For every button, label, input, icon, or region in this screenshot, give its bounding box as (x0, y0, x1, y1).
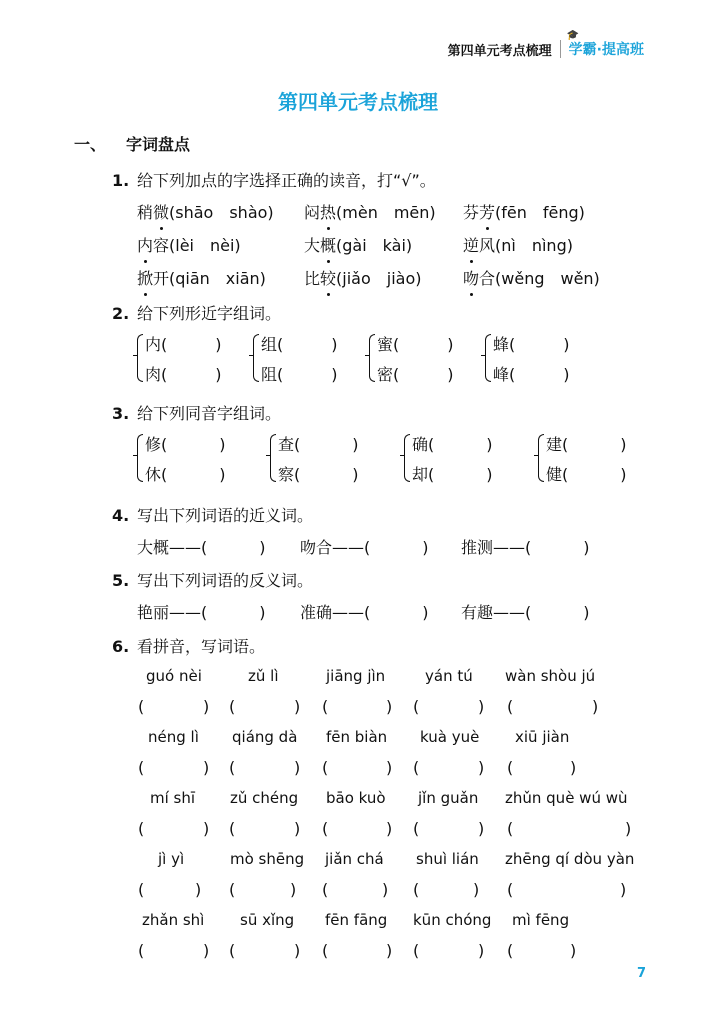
pair-line[interactable] (546, 462, 627, 485)
pair-line[interactable] (145, 432, 226, 455)
reading-option[interactable] (463, 266, 600, 289)
brace-bracket (137, 334, 143, 382)
pinyin-prompt: shuì lián (416, 850, 479, 868)
pair-line[interactable] (278, 432, 359, 455)
pair-line[interactable] (377, 332, 454, 355)
dotted-character: 芳 (479, 200, 495, 223)
reading-option[interactable] (137, 200, 274, 223)
close-paren: ) (583, 603, 590, 622)
answer-blank-open[interactable]: ( (229, 697, 236, 716)
word-item[interactable] (461, 600, 590, 623)
answer-blank-open[interactable]: ( (229, 758, 236, 777)
answer-blank-close[interactable]: ) (203, 697, 210, 716)
pair-char: 察( (278, 465, 301, 484)
word-item[interactable] (461, 535, 590, 558)
answer-blank-open[interactable]: ( (507, 880, 514, 899)
answer-blank-open[interactable]: ( (138, 697, 145, 716)
pinyin-prompt: zhǔn què wú wù (505, 789, 628, 807)
question-6 (112, 634, 265, 657)
pair-line[interactable] (145, 332, 222, 355)
word-prompt: 艳丽——( (137, 603, 208, 622)
answer-blank-close[interactable]: ) (570, 941, 577, 960)
answer-blank-close[interactable]: ) (203, 758, 210, 777)
brace-bracket (270, 434, 276, 482)
pinyin-prompt: guó nèi (146, 667, 202, 685)
close-paren: ) (215, 365, 222, 384)
answer-blank-open[interactable]: ( (138, 880, 145, 899)
question-text: 给下列形近字组词。 (137, 304, 282, 323)
question-number: 2. (112, 304, 130, 323)
question-4 (112, 503, 313, 526)
answer-blank-close[interactable]: ) (294, 697, 301, 716)
close-paren: ) (563, 365, 570, 384)
close-paren: ) (219, 465, 226, 484)
question-number: 1. (112, 171, 130, 190)
pinyin-prompt: yán tú (425, 667, 473, 685)
pair-char: 阻( (261, 365, 284, 384)
pinyin-choices: (shāo shào) (169, 203, 274, 222)
dotted-character: 热 (320, 200, 336, 223)
word-prefix: 芬 (463, 203, 480, 222)
pinyin-choices: (gài kài) (336, 236, 413, 255)
section-number: 一、 (74, 135, 107, 154)
pinyin-prompt: jiāng jìn (326, 667, 386, 685)
answer-blank-open[interactable]: ( (322, 758, 329, 777)
question-number: 5. (112, 571, 130, 590)
answer-blank-open[interactable]: ( (229, 880, 236, 899)
pinyin-prompt: fēn biàn (326, 728, 388, 746)
answer-blank-close[interactable]: ) (386, 819, 393, 838)
pair-line[interactable] (261, 362, 338, 385)
pair-char: 却( (412, 465, 435, 484)
answer-blank-close[interactable]: ) (386, 941, 393, 960)
answer-blank-close[interactable]: ) (478, 697, 485, 716)
close-paren: ) (447, 335, 454, 354)
answer-blank-open[interactable]: ( (229, 941, 236, 960)
page-title: 第四单元考点梳理 (278, 90, 438, 114)
answer-blank-open[interactable]: ( (413, 758, 420, 777)
pinyin-choices: 容(lèi nèi) (153, 236, 241, 255)
word-prompt: 推测——( (461, 538, 532, 557)
pair-char: 建( (546, 435, 569, 454)
pinyin-prompt: qiáng dà (232, 728, 298, 746)
reading-option[interactable] (304, 266, 422, 289)
pair-line[interactable] (145, 362, 222, 385)
word-prompt: 准确——( (300, 603, 371, 622)
brace-bracket (404, 434, 410, 482)
pair-char: 密( (377, 365, 400, 384)
pair-line[interactable] (546, 432, 627, 455)
question-2 (112, 301, 281, 324)
reading-option[interactable] (463, 200, 585, 223)
header-unit-title: 第四单元考点梳理 (447, 43, 552, 59)
answer-blank-open[interactable]: ( (413, 697, 420, 716)
pair-char: 组( (261, 335, 284, 354)
word-item[interactable] (137, 535, 266, 558)
dotted-character: 概 (320, 233, 336, 256)
dotted-character: 微 (153, 200, 169, 223)
close-paren: ) (447, 365, 454, 384)
pair-char: 蜂( (493, 335, 516, 354)
pair-char: 修( (145, 435, 168, 454)
question-number: 4. (112, 506, 130, 525)
question-text: 给下列加点的字选择正确的读音，打“√”。 (137, 171, 436, 190)
close-paren: ) (620, 465, 627, 484)
answer-blank-open[interactable]: ( (138, 758, 145, 777)
pinyin-prompt: jì yì (158, 850, 185, 868)
answer-blank-open[interactable]: ( (507, 758, 514, 777)
brace-bracket (369, 334, 375, 382)
answer-blank-close[interactable]: ) (203, 941, 210, 960)
pinyin-prompt: mí shī (150, 789, 196, 807)
close-paren: ) (422, 538, 429, 557)
pinyin-choices: (jiǎo jiào) (336, 269, 422, 288)
answer-blank-close[interactable]: ) (195, 880, 202, 899)
close-paren: ) (486, 435, 493, 454)
pair-line[interactable] (377, 362, 454, 385)
close-paren: ) (352, 435, 359, 454)
answer-blank-open[interactable]: ( (138, 819, 145, 838)
header-divider (560, 40, 561, 58)
answer-blank-open[interactable]: ( (413, 819, 420, 838)
pinyin-prompt: zǔ lì (248, 667, 279, 685)
pinyin-choices: (mèn mēn) (336, 203, 436, 222)
question-text: 写出下列词语的反义词。 (137, 571, 314, 590)
pair-line[interactable] (261, 332, 338, 355)
pinyin-choices: 风(nì nìng) (479, 236, 573, 255)
running-header (447, 30, 644, 60)
pinyin-prompt: wàn shòu jú (505, 667, 596, 685)
pinyin-prompt: zhēng qí dòu yàn (505, 850, 635, 868)
word-prompt: 吻合——( (300, 538, 371, 557)
answer-blank-close[interactable]: ) (625, 819, 632, 838)
dotted-character: 逆 (463, 233, 479, 256)
pair-line[interactable] (145, 462, 226, 485)
answer-blank-close[interactable]: ) (382, 880, 389, 899)
answer-blank-close[interactable]: ) (478, 941, 485, 960)
word-item[interactable] (137, 600, 266, 623)
reading-option[interactable] (137, 233, 241, 256)
pair-line[interactable] (493, 332, 570, 355)
dotted-character: 吻 (463, 266, 479, 289)
close-paren: ) (620, 435, 627, 454)
pinyin-prompt: xiū jiàn (515, 728, 570, 746)
pinyin-prompt: fēn fāng (325, 911, 388, 929)
answer-blank-close[interactable]: ) (294, 941, 301, 960)
pinyin-prompt: mì fēng (512, 911, 570, 929)
pair-char: 肉( (145, 365, 168, 384)
close-paren: ) (583, 538, 590, 557)
pair-line[interactable] (278, 462, 359, 485)
answer-blank-open[interactable]: ( (322, 819, 329, 838)
pinyin-prompt: jiǎn chá (325, 850, 384, 868)
answer-blank-open[interactable]: ( (507, 941, 514, 960)
answer-blank-close[interactable]: ) (290, 880, 297, 899)
dotted-character: 掀 (137, 266, 153, 289)
close-paren: ) (486, 465, 493, 484)
answer-blank-close[interactable]: ) (620, 880, 627, 899)
brace-bracket (538, 434, 544, 482)
pinyin-prompt: kūn chóng (413, 911, 492, 929)
question-text: 写出下列词语的近义词。 (137, 506, 314, 525)
pair-line[interactable] (493, 362, 570, 385)
pair-char: 确( (412, 435, 435, 454)
header-brand (566, 30, 644, 59)
answer-blank-close[interactable]: ) (294, 758, 301, 777)
question-number: 6. (112, 637, 130, 656)
answer-blank-close[interactable]: ) (473, 880, 480, 899)
answer-blank-close[interactable]: ) (386, 758, 393, 777)
pair-char: 查( (278, 435, 301, 454)
section-heading (74, 132, 190, 155)
answer-blank-open[interactable]: ( (322, 880, 329, 899)
pinyin-prompt: kuà yuè (420, 728, 480, 746)
close-paren: ) (259, 538, 266, 557)
reading-option[interactable] (463, 233, 573, 256)
word-prefix: 大 (304, 236, 321, 255)
answer-blank-close[interactable]: ) (570, 758, 577, 777)
pinyin-choices: 开(qiān xiān) (153, 269, 266, 288)
close-paren: ) (259, 603, 266, 622)
pinyin-choices: (fēn fēng) (495, 203, 585, 222)
pinyin-choices: 合(wěng wěn) (479, 269, 600, 288)
pinyin-prompt: bāo kuò (326, 789, 386, 807)
pinyin-prompt: mò shēng (230, 850, 305, 868)
section-label: 字词盘点 (126, 135, 191, 154)
answer-blank-open[interactable]: ( (322, 697, 329, 716)
close-paren: ) (219, 435, 226, 454)
close-paren: ) (422, 603, 429, 622)
word-prompt: 大概——( (137, 538, 208, 557)
answer-blank-open[interactable]: ( (413, 880, 420, 899)
word-prefix: 比 (304, 269, 321, 288)
pair-line[interactable] (412, 462, 493, 485)
dotted-character: 较 (320, 266, 336, 289)
word-prompt: 有趣——( (461, 603, 532, 622)
page-number: 7 (636, 966, 646, 981)
word-prefix: 稍 (137, 203, 154, 222)
answer-blank-close[interactable]: ) (294, 819, 301, 838)
word-item[interactable] (300, 535, 429, 558)
answer-blank-close[interactable]: ) (478, 758, 485, 777)
answer-blank-close[interactable]: ) (203, 819, 210, 838)
pair-char: 健( (546, 465, 569, 484)
brace-bracket (137, 434, 143, 482)
brace-bracket (253, 334, 259, 382)
close-paren: ) (331, 365, 338, 384)
reading-option[interactable] (137, 266, 266, 289)
pair-char: 峰( (493, 365, 516, 384)
close-paren: ) (215, 335, 222, 354)
dotted-character: 内 (137, 233, 153, 256)
question-text: 给下列同音字组词。 (137, 404, 282, 423)
reading-option[interactable] (304, 200, 436, 223)
word-prefix: 闷 (304, 203, 321, 222)
answer-blank-close[interactable]: ) (592, 697, 599, 716)
pair-char: 休( (145, 465, 168, 484)
pinyin-prompt: zǔ chéng (230, 789, 299, 807)
close-paren: ) (563, 335, 570, 354)
brace-bracket (485, 334, 491, 382)
answer-blank-open[interactable]: ( (322, 941, 329, 960)
pinyin-prompt: néng lì (148, 728, 199, 746)
answer-blank-open[interactable]: ( (413, 941, 420, 960)
answer-blank-open[interactable]: ( (507, 819, 514, 838)
close-paren: ) (352, 465, 359, 484)
question-text: 看拼音，写词语。 (137, 637, 266, 656)
pinyin-prompt: zhǎn shì (142, 911, 205, 929)
pinyin-prompt: jǐn guǎn (418, 789, 479, 807)
header-brand-text: 学霸·提高班 (568, 42, 644, 58)
answer-blank-close[interactable]: ) (386, 697, 393, 716)
answer-blank-open[interactable]: ( (138, 941, 145, 960)
pair-line[interactable] (412, 432, 493, 455)
close-paren: ) (331, 335, 338, 354)
answer-blank-close[interactable]: ) (478, 819, 485, 838)
answer-blank-open[interactable]: ( (229, 819, 236, 838)
question-number: 3. (112, 404, 130, 423)
reading-option[interactable] (304, 233, 412, 256)
pair-char: 蜜( (377, 335, 400, 354)
word-item[interactable] (300, 600, 429, 623)
question-3 (112, 401, 281, 424)
pair-char: 内( (145, 335, 168, 354)
question-1 (112, 168, 436, 191)
answer-blank-open[interactable]: ( (507, 697, 514, 716)
pinyin-prompt: sū xǐng (240, 911, 295, 929)
question-5 (112, 568, 313, 591)
graduation-cap-icon: 🎓 (566, 30, 580, 41)
